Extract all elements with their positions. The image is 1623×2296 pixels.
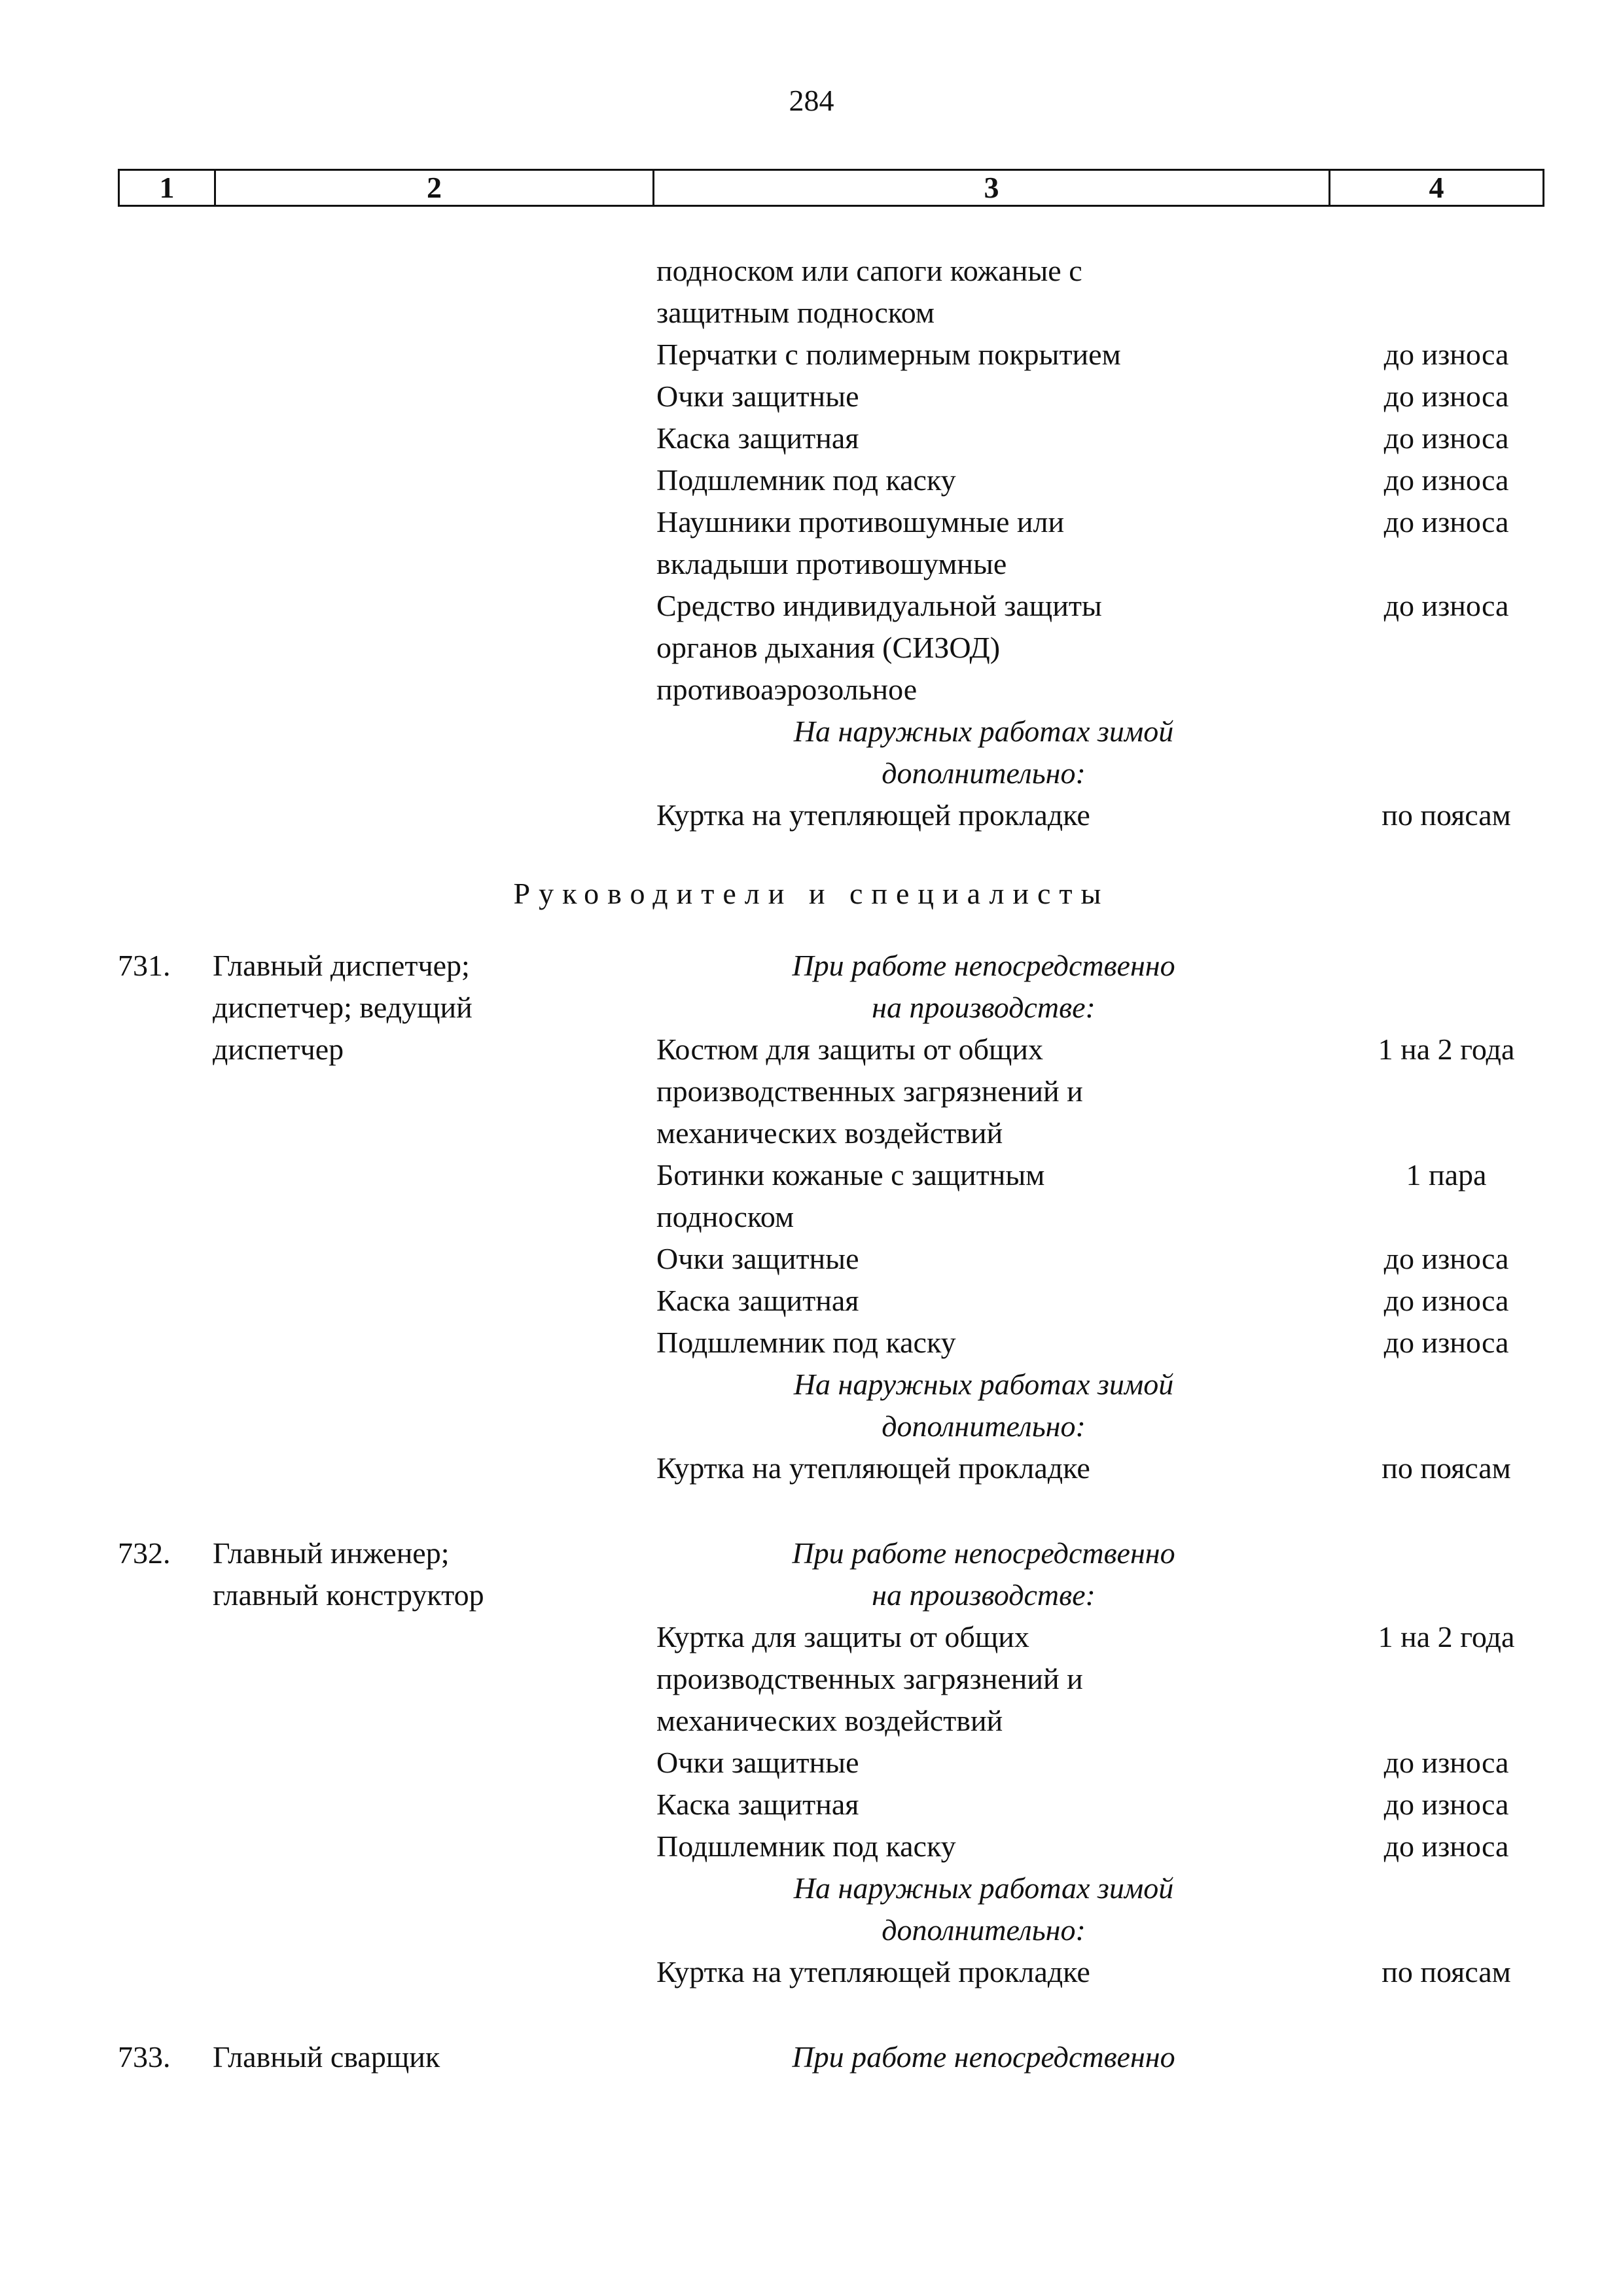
position-name: главный конструктор bbox=[213, 1578, 484, 1612]
item-norm: до износа bbox=[1383, 1829, 1509, 1863]
item-text: механических воздействий bbox=[656, 1704, 1003, 1737]
item-text: Средство индивидуальной защиты bbox=[656, 589, 1102, 622]
item-text: вкладыши противошумные bbox=[656, 547, 1007, 580]
item-norm: по поясам bbox=[1382, 1955, 1511, 1988]
condition-note: На наружных работах зимой bbox=[793, 1871, 1174, 1905]
item-text: механических воздействий bbox=[656, 1116, 1003, 1150]
item-text: органов дыхания (СИЗОД) bbox=[656, 631, 1001, 664]
item-text: Куртка для защиты от общих bbox=[656, 1620, 1029, 1653]
item-norm: до износа bbox=[1383, 421, 1509, 455]
condition-note: дополнительно: bbox=[882, 1913, 1086, 1947]
item-norm: по поясам bbox=[1382, 1451, 1511, 1485]
item-text: защитным подноском bbox=[656, 296, 935, 329]
item-text: Куртка на утепляющей прокладке bbox=[656, 798, 1090, 832]
position-name: Главный инженер; bbox=[213, 1536, 450, 1570]
item-norm: до износа bbox=[1383, 1284, 1509, 1317]
item-text: Очки защитные bbox=[656, 380, 859, 413]
condition-note: на производстве: bbox=[872, 991, 1096, 1024]
item-text: Каска защитная bbox=[656, 421, 859, 455]
item-text: подноском или сапоги кожаные с bbox=[656, 254, 1082, 287]
item-norm: до износа bbox=[1383, 589, 1509, 622]
item-norm: до износа bbox=[1383, 505, 1509, 539]
item-norm: 1 на 2 года bbox=[1378, 1620, 1515, 1653]
item-text: Очки защитные bbox=[656, 1746, 859, 1779]
item-norm: до износа bbox=[1383, 1788, 1509, 1821]
item-text: Наушники противошумные или bbox=[656, 505, 1065, 539]
item-norm: до износа bbox=[1383, 380, 1509, 413]
item-norm: до износа bbox=[1383, 463, 1509, 497]
item-text: производственных загрязнений и bbox=[656, 1662, 1083, 1695]
item-norm: 1 пара bbox=[1406, 1158, 1487, 1192]
item-norm: до износа bbox=[1383, 1326, 1509, 1359]
condition-note: При работе непосредственно bbox=[792, 1536, 1175, 1570]
item-text: Подшлемник под каску bbox=[656, 463, 956, 497]
item-norm: до износа bbox=[1383, 338, 1509, 371]
header-col-1: 1 bbox=[120, 171, 216, 205]
item-text: Перчатки с полимерным покрытием bbox=[656, 338, 1121, 371]
item-text: Каска защитная bbox=[656, 1284, 859, 1317]
entry-number: 733. bbox=[118, 2040, 171, 2074]
table-header bbox=[118, 169, 1544, 207]
condition-note: на производстве: bbox=[872, 1578, 1096, 1612]
condition-note: При работе непосредственно bbox=[792, 2040, 1175, 2074]
condition-note: дополнительно: bbox=[882, 1409, 1086, 1443]
position-name: диспетчер bbox=[213, 1033, 344, 1066]
page-number: 284 bbox=[789, 84, 834, 117]
item-text: противоаэрозольное bbox=[656, 673, 918, 706]
header-col-2: 2 bbox=[216, 171, 654, 205]
section-heading: Руководители и специалисты bbox=[513, 877, 1110, 910]
item-text: Куртка на утепляющей прокладке bbox=[656, 1451, 1090, 1485]
position-name: диспетчер; ведущий bbox=[213, 991, 473, 1024]
condition-note: На наружных работах зимой bbox=[793, 715, 1174, 748]
entry-number: 732. bbox=[118, 1536, 171, 1570]
condition-note: На наружных работах зимой bbox=[793, 1368, 1174, 1401]
item-text: Подшлемник под каску bbox=[656, 1829, 956, 1863]
item-text: Каска защитная bbox=[656, 1788, 859, 1821]
item-norm: по поясам bbox=[1382, 798, 1511, 832]
item-text: Ботинки кожаные с защитным bbox=[656, 1158, 1045, 1192]
item-text: Костюм для защиты от общих bbox=[656, 1033, 1044, 1066]
item-text: подноском bbox=[656, 1200, 794, 1233]
item-text: Куртка на утепляющей прокладке bbox=[656, 1955, 1090, 1988]
item-text: Подшлемник под каску bbox=[656, 1326, 956, 1359]
position-name: Главный диспетчер; bbox=[213, 949, 470, 982]
item-text: Очки защитные bbox=[656, 1242, 859, 1275]
header-col-4: 4 bbox=[1429, 171, 1444, 204]
entry-number: 731. bbox=[118, 949, 171, 982]
item-norm: до износа bbox=[1383, 1746, 1509, 1779]
header-col-3: 3 bbox=[654, 171, 1330, 205]
condition-note: дополнительно: bbox=[882, 756, 1086, 790]
condition-note: При работе непосредственно bbox=[792, 949, 1175, 982]
item-norm: до износа bbox=[1383, 1242, 1509, 1275]
position-name: Главный сварщик bbox=[213, 2040, 440, 2074]
item-text: производственных загрязнений и bbox=[656, 1074, 1083, 1108]
item-norm: 1 на 2 года bbox=[1378, 1033, 1515, 1066]
